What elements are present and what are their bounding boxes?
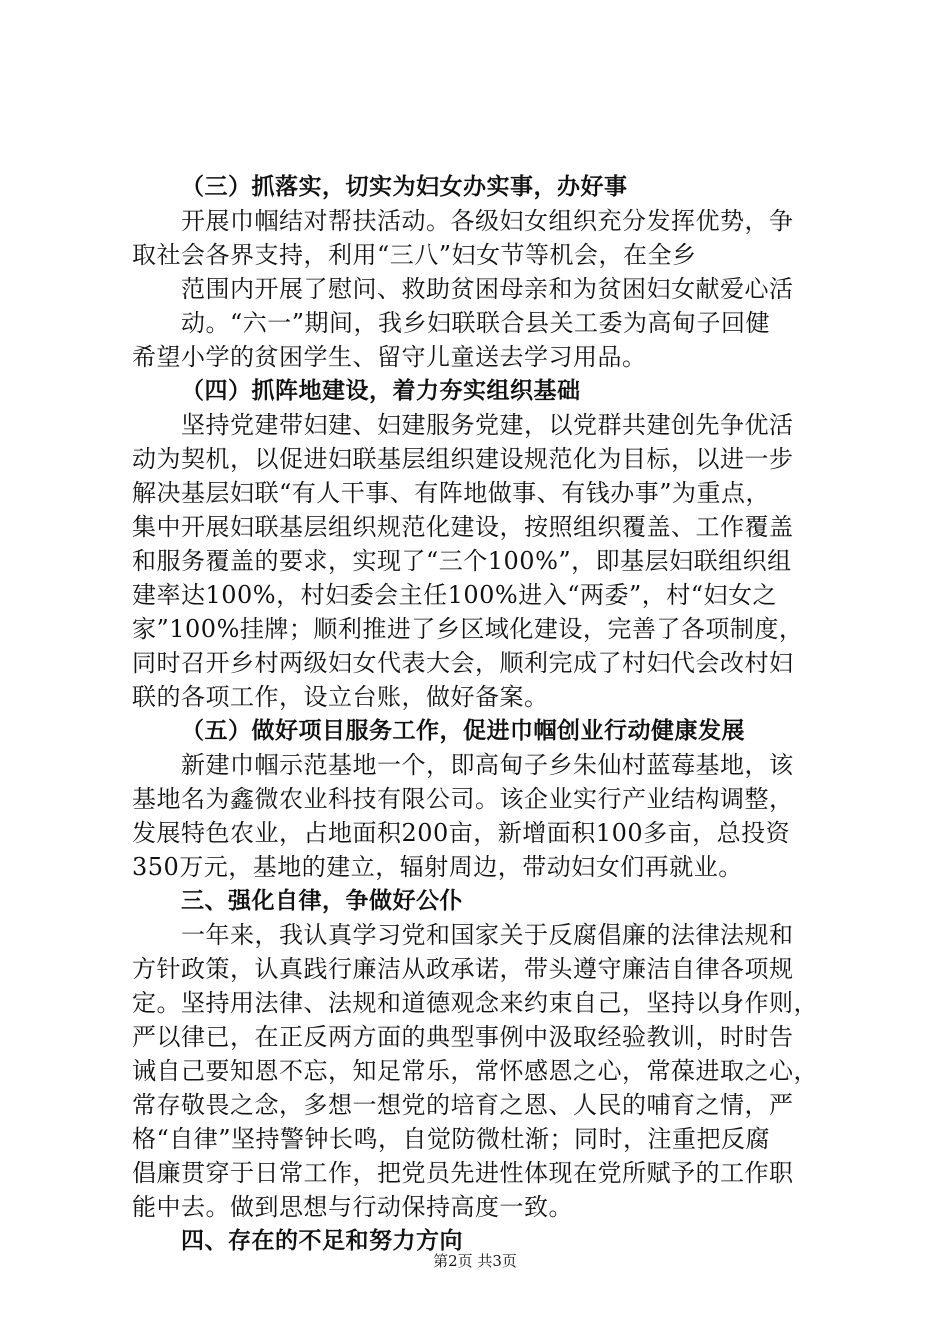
paragraph-line: 坚持党建带妇建、妇建服务党建，以党群共建创先争优活 bbox=[181, 411, 794, 439]
paragraph-line: 动为契机，以促进妇联基层组织建设规范化为目标，以进一步 bbox=[132, 445, 794, 473]
paragraph-line: 取社会各界支持，利用“三八”妇女节等机会，在全乡 bbox=[132, 241, 697, 269]
page-footer: 第2页 共3页 bbox=[433, 1252, 517, 1270]
section-heading: （四）抓阵地建设，着力夯实组织基础 bbox=[181, 378, 581, 404]
paragraph-line: 新建巾帼示范基地一个，即高甸子乡朱仙村蓝莓基地，该 bbox=[181, 751, 794, 779]
paragraph-line: 基地名为鑫微农业科技有限公司。该企业实行产业结构调整， bbox=[132, 785, 794, 813]
section-heading: 四、存在的不足和努力方向 bbox=[181, 1228, 463, 1254]
document-body bbox=[132, 170, 832, 1258]
paragraph-line: 建率达100%，村妇委会主任100%进入“两委”，村“妇女之 bbox=[132, 581, 778, 609]
paragraph-line: 方针政策，认真践行廉洁从政承诺，带头遵守廉洁自律各项规 bbox=[132, 955, 794, 983]
paragraph-line: 家”100%挂牌；顺利推进了乡区域化建设，完善了各项制度， bbox=[132, 615, 804, 643]
paragraph-line: 倡廉贯穿于日常工作，把党员先进性体现在党所赋予的工作职 bbox=[132, 1159, 794, 1187]
paragraph-line: 动。“六一”期间，我乡妇联联合县关工委为高甸子回健 bbox=[181, 309, 771, 337]
paragraph-line: 能中去。做到思想与行动保持高度一致。 bbox=[132, 1193, 573, 1221]
paragraph-line: 发展特色农业，占地面积200亩，新增面积100多亩，总投资 bbox=[132, 819, 791, 847]
section-heading: （五）做好项目服务工作，促进巾帼创业行动健康发展 bbox=[181, 718, 745, 744]
paragraph-line: 和服务覆盖的要求，实现了“三个100%”，即基层妇联组织组 bbox=[132, 547, 792, 575]
section-heading: （三）抓落实，切实为妇女办实事，办好事 bbox=[181, 174, 628, 200]
paragraph-line: 希望小学的贫困学生、留守儿童送去学习用品。 bbox=[132, 343, 647, 371]
paragraph-line: 严以律已，在正反两方面的典型事例中汲取经验教训，时时告 bbox=[132, 1023, 794, 1051]
paragraph-line: 格“自律”坚持警钟长鸣，自觉防微杜渐；同时，注重把反腐 bbox=[132, 1125, 771, 1153]
paragraph-line: 解决基层妇联“有人干事、有阵地做事、有钱办事”为重点， bbox=[132, 479, 771, 507]
paragraph-line: 常存敬畏之念，多想一想党的培育之恩、人民的哺育之情，严 bbox=[132, 1091, 794, 1119]
paragraph-line: 定。坚持用法律、法规和道德观念来约束自己，坚持以身作则， bbox=[132, 989, 818, 1017]
paragraph-line: 开展巾帼结对帮扶活动。各级妇女组织充分发挥优势，争 bbox=[181, 207, 794, 235]
paragraph-line: 集中开展妇联基层组织规范化建设，按照组织覆盖、工作覆盖 bbox=[132, 513, 794, 541]
paragraph-line: 联的各项工作，设立台账，做好备案。 bbox=[132, 683, 549, 711]
paragraph-line: 一年来，我认真学习党和国家关于反腐倡廉的法律法规和 bbox=[181, 921, 794, 949]
paragraph-line: 同时召开乡村两级妇女代表大会，顺利完成了村妇代会改村妇 bbox=[132, 649, 794, 677]
paragraph-line: 范围内开展了慰问、救助贫困母亲和为贫困妇女献爱心活 bbox=[181, 275, 794, 303]
paragraph-line: 诫自己要知恩不忘，知足常乐，常怀感恩之心，常葆进取之心， bbox=[132, 1057, 818, 1085]
section-heading: 三、强化自律，争做好公仆 bbox=[181, 888, 463, 914]
paragraph-line: 350万元，基地的建立，辐射周边，带动妇女们再就业。 bbox=[132, 853, 743, 881]
